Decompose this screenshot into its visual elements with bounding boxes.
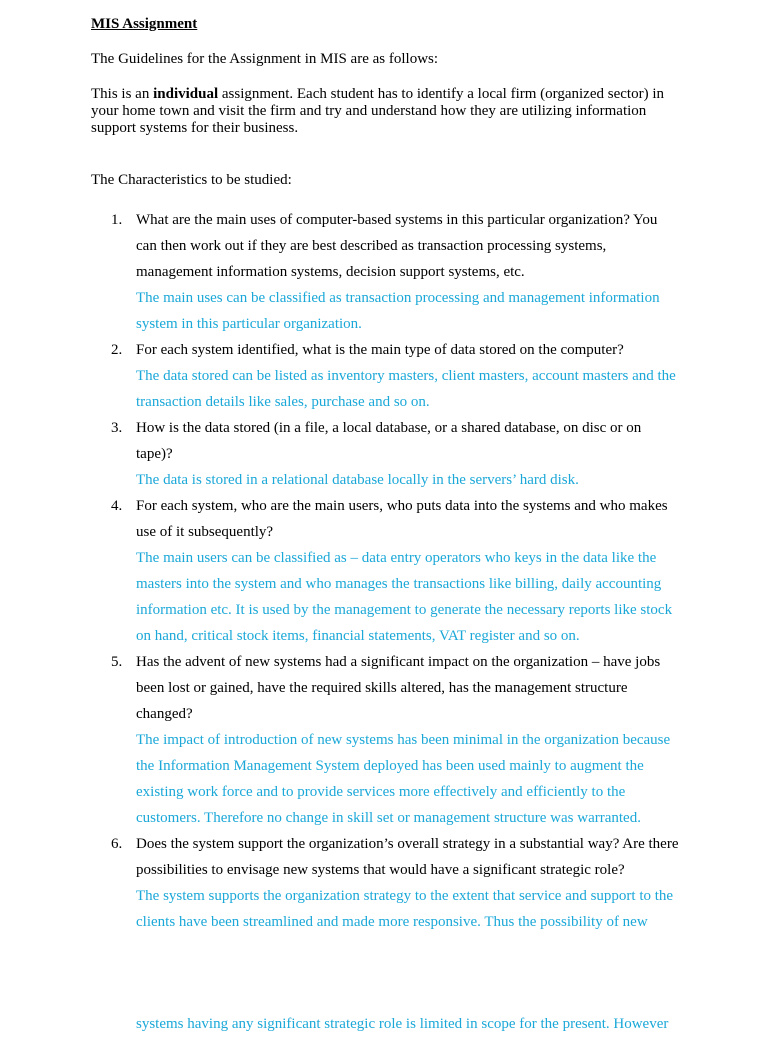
assignment-description: [91, 86, 691, 137]
questions-list: [0, 207, 768, 1037]
description-text-end: assignment. Each student has to identify a local firm (organized sector) in your home town and visit the firm and try and understand how they are utilizing information support systems for their business.: [91, 86, 664, 136]
list-item: [0, 337, 768, 415]
list-item: [0, 207, 768, 337]
list-item: [0, 493, 768, 649]
list-item: [0, 831, 768, 1037]
item-number: 6.: [111, 836, 123, 852]
answer-text: The data is stored in a relational database locally in the servers’ hard disk.: [136, 472, 579, 488]
list-item: [0, 415, 768, 493]
description-text-start: This is an: [91, 86, 154, 102]
question-text: Has the advent of new systems had a significant impact on the organization – have jobs been lost or gained, have the required skills altered, has the management structure changed?: [136, 654, 661, 722]
item-number: 1.: [111, 212, 123, 228]
item-number: 4.: [111, 498, 123, 514]
answer-text: The main users can be classified as – data entry operators who keys in the data like the masters into the system and who manages the transactions like billing, daily accounting information etc. It is used by the management to generate the necessary reports like stock on hand, critical stock items, financial statements, VAT register and so on.: [136, 550, 673, 644]
answer-text: The impact of introduction of new systems has been minimal in the organization because the Information Management System deployed has been used mainly to augment the existing work force and to provide services more effectively and efficiently to the customers. Therefore no change in skill set or management structure was warranted.: [136, 732, 671, 826]
question-text: What are the main uses of computer-based systems in this particular organization? You can then work out if they are best described as transaction processing systems, management information systems, decision support systems, etc.: [136, 212, 658, 280]
item-number: 2.: [111, 342, 123, 358]
document-title: MIS Assignment: [91, 16, 198, 32]
question-text: For each system identified, what is the main type of data stored on the computer?: [136, 342, 624, 358]
answer-text-continued: systems having any significant strategic role is limited in scope for the present. However: [136, 1016, 669, 1032]
answer-text: The system supports the organization strategy to the extent that service and support to the clients have been streamlined and made more responsive. Thus the possibility of new: [136, 888, 674, 930]
question-text: How is the data stored (in a file, a local database, or a shared database, on disc or on tape)?: [136, 420, 642, 462]
page-break-gap: [0, 935, 768, 1011]
answer-text: The data stored can be listed as inventory masters, client masters, account masters and the transaction details like sales, purchase and so on.: [136, 368, 676, 410]
intro-paragraph: The Guidelines for the Assignment in MIS are as follows:: [91, 51, 439, 67]
question-text: Does the system support the organization’s overall strategy in a substantial way? Are there possibilities to envisage new systems that would have a significant strategic role?: [136, 836, 679, 878]
list-item: [0, 649, 768, 831]
item-number: 3.: [111, 420, 123, 436]
answer-text: The main uses can be classified as transaction processing and management information system in this particular organization.: [136, 290, 660, 332]
emphasis-individual: individual: [153, 86, 219, 102]
characteristics-heading: The Characteristics to be studied:: [91, 172, 292, 188]
question-text: For each system, who are the main users, who puts data into the systems and who makes use of it subsequently?: [136, 498, 668, 540]
item-number: 5.: [111, 654, 123, 670]
